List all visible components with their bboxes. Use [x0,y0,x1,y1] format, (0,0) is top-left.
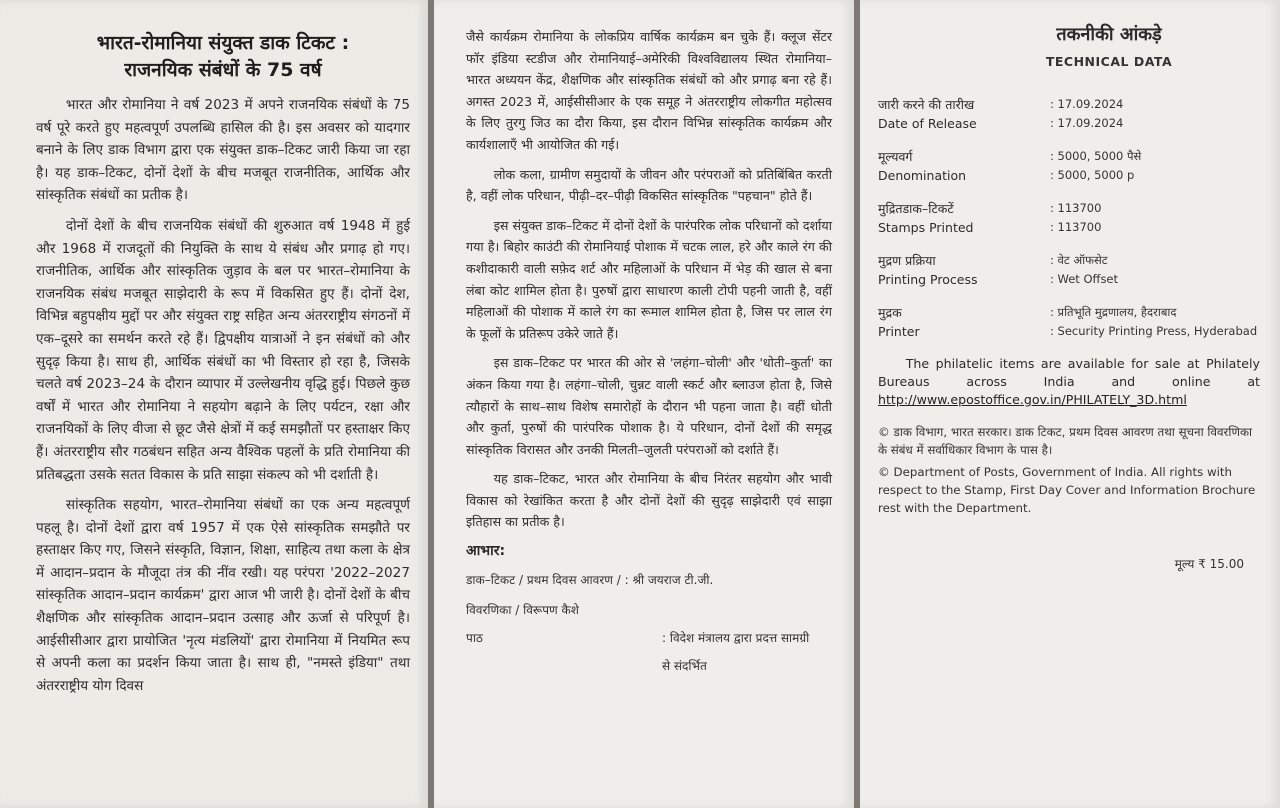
printing-process-label-en: Printing Process [878,272,978,287]
acknowledgement-heading: आभार: [466,543,506,560]
stamps-printed-row [878,199,1260,237]
right-panel [860,0,1280,808]
intro-paragraph: भारत और रोमानिया ने वर्ष 2023 में अपने राजनयिक संबंधों के 75 वर्ष पूरे करते हुए महत्वपूर्ण उपलब्धि हासिल की है। इस अवसर को यादगार बनाने के लिए डाक विभाग द्वारा एक संयुक्त डाक–टिकट जारी किया जा रहा है। यह डाक–टिकट, दोनों देशों के बीच मजबूत राजनीतिक, आर्थिक और सांस्कृतिक संबंधों का प्रतीक है। [36,97,410,204]
title-line-1: भारत-रोमानिया संयुक्त डाक टिकट : [96,32,350,54]
ack-stamp-credit: डाक–टिकट / प्रथम दिवस आवरण / : श्री जयराज टी.जी. [466,573,714,588]
closing-paragraph: यह डाक–टिकट, भारत और रोमानिया के बीच निरंतर सहयोग और भावी विकास को रेखांकित करता है और दोनों देशों की सुदृढ़ साझेदारी एवं साझा इतिहास का प्रतीक है। [466,471,832,530]
printing-process-label-hi: मुद्रण प्रक्रिया [878,253,936,268]
release-date-label-hi: जारी करने की तारीख [878,97,975,112]
printer-row [878,303,1260,341]
release-date-label-en: Date of Release [878,116,977,131]
ack-brochure-label: विवरणिका / विरूपण कैशे [466,603,579,618]
continued-paragraph: जैसे कार्यक्रम रोमानिया के लोकप्रिय वार्षिक कार्यक्रम बन चुके हैं। क्लूज सेंटर फॉर इंडिया स्टडीज और रोमानियाई–अमेरिकी विश्वविद्यालय स्थित रोमानिया–भारत अध्ययन केंद्र, शैक्षणिक और सांस्कृतिक संबंधों को और प्रगाढ़ बना रहे हैं। अगस्त 2023 में, आईसीसीआर के एक समूह ने अंतरराष्ट्रीय लोकगीत महोत्सव के लिए तुरगु जिउ का दौरा किया, इस दौरान विभिन्न सांस्कृतिक कार्यक्रम और कार्यशालाएँ भी आयोजित की गई। [466,29,832,152]
left-panel [0,0,428,808]
denomination-value-hi: : 5000, 5000 पैसे [1050,149,1142,163]
denomination-label-hi: मूल्यवर्ग [878,149,913,164]
printer-label-en: Printer [878,324,920,339]
stamps-printed-value-en: : 113700 [1050,220,1102,234]
printing-process-value-en: : Wet Offset [1050,272,1119,286]
copyright-english: © Department of Posts, Government of India. All rights with respect to the Stamp, First Day Cover and Information Brochure rest with the Department. [878,465,1256,515]
ack-text-value [662,628,809,676]
technical-data-title-hindi: तकनीकी आंकड़े [1056,24,1162,45]
ack-text-value-line2: से संदर्भित [662,659,707,674]
release-date-row [878,95,1260,133]
printing-process-value-hi: : वेट ऑफसेट [1050,253,1108,267]
cultural-cooperation-paragraph: सांस्कृतिक सहयोग, भारत–रोमानिया संबंधों का एक अन्य महत्वपूर्ण पहलू है। दोनों देशों द्वारा वर्ष 1957 में एक ऐसे सांस्कृतिक समझौते पर हस्ताक्षर किए गए, जिसने संस्कृति, विज्ञान, शिक्षा, साहित्य तथा कला के क्षेत्र में आदान–प्रदान के मौजूदा तंत्र की नींव रखी। यह परंपरा '2022–2027 सांस्कृतिक आदान–प्रदान कार्यक्रम' द्वारा आज भी जारी है। दोनों देशों के बीच शैक्षणिक और सांस्कृतिक आदान–प्रदान उत्साह और ऊर्जा से परिपूर्ण है। आईसीसीआर द्वारा प्रायोजित 'नृत्य मंडलियों' द्वारा रोमानिया में नियमित रूप से अपनी कला का प्रदर्शन किया जाता है। साथ ही, "नमस्ते इंडिया" तथा अंतरराष्ट्रीय योग दिवस [36,497,410,694]
title-line-2: राजनयिक संबंधों के 75 वर्ष [124,59,322,81]
stamps-printed-value-hi: : 113700 [1050,201,1102,215]
romanian-costume-paragraph: इस संयुक्त डाक–टिकट में दोनों देशों के पारंपरिक लोक परिधानों को दर्शाया गया है। बिहोर काउंटी की रोमानियाई पोशाक में चटक लाल, हरे और काले रंग की कशीदाकारी वाली सफ़ेद शर्ट और महिलाओं के परिधान में भेड़ की खाल से बना लंबा कोट शामिल होता है। पुरुषों द्वारा साधारण काली टोपी पहनी जाती है, वहीं महिलाओं की पोशाक में काले रंग का रूमाल शामिल होता है, जिस पर लाल रंग के फूलों के प्रतिरूप उकेरे जाते हैं। [466,217,832,341]
technical-data-title-english: TECHNICAL DATA [1045,54,1173,69]
stamps-printed-label-hi: मुद्रितडाक–टिकटें [878,201,954,216]
brochure-title [36,30,410,84]
middle-panel [434,0,854,808]
ack-text-label: पाठ [466,631,483,646]
stamps-printed-label-en: Stamps Printed [878,220,974,235]
ack-text-row [466,628,832,676]
epostoffice-link[interactable]: http://www.epostoffice.gov.in/PHILATELY_3D.html [878,392,1187,407]
folk-art-paragraph: लोक कला, ग्रामीण समुदायों के जीवन और परंपराओं को प्रतिबिंबित करती है, वहीं लोक परिधान, पीढ़ी–दर–पीढ़ी विकसित सांस्कृतिक "पहचान" होते हैं। [466,166,832,204]
diplomatic-relations-paragraph: दोनों देशों के बीच राजनयिक संबंधों की शुरुआत वर्ष 1948 में हुई और 1968 में राजदूतों की नियुक्ति के साथ ये संबंध और प्रगाढ़ हो गए। राजनीतिक, आर्थिक और सांस्कृतिक जुड़ाव के बल पर भारत–रोमानिया के राजनयिक संबंध मजबूत साझेदारी के रूप में विकसित हुए हैं। दोनों देश, विभिन्न बहुपक्षीय मुद्दों पर और संयुक्त राष्ट्र सहित अन्य अंतरराष्ट्रीय संगठनों में एक–दूसरे का समर्थन करते रहे हैं। द्विपक्षीय यात्राओं ने इन संबंधों को और सुदृढ़ किया है। साथ ही, आर्थिक संबंधों का भी विस्तार हो रहा है, जिसके चलते वर्ष 2023–24 के दौरान व्यापार में उल्लेखनीय वृद्धि हुई। पिछले कुछ वर्षों में भारत और रोमानिया ने सहयोग बढ़ाने के लिए पर्यटन, रक्षा और राजनयिकों के लिए वीजा से छूट जैसे क्षेत्रों में कई समझौतों पर हस्ताक्षर किए हैं। अंतरराष्ट्रीय सौर गठबंधन सहित अन्य वैश्विक पहलों के प्रति रोमानिया की प्रतिबद्धता उसके सतत विकास के प्रति साझा संकल्प को भी दर्शाती है। [36,217,410,483]
printing-process-row [878,251,1260,289]
price-label: मूल्य ₹ 15.00 [1174,557,1244,571]
denomination-row [878,147,1260,185]
printer-value-hi: : प्रतिभूति मुद्रणालय, हैदराबाद [1050,305,1177,319]
denomination-label-en: Denomination [878,168,967,183]
release-date-value-en: : 17.09.2024 [1050,116,1124,130]
printer-value-en: : Security Printing Press, Hyderabad [1050,324,1258,338]
release-date-value-hi: : 17.09.2024 [1050,97,1124,111]
availability-note [878,355,1260,409]
copyright-hindi: © डाक विभाग, भारत सरकार। डाक टिकट, प्रथम दिवस आवरण तथा सूचना विवरणिका के संबंध में सर्वाधिकार विभाग के पास है। [878,425,1253,457]
availability-text: The philatelic items are available for sale at Philately Bureaus across India and online at [878,356,1260,389]
indian-costume-paragraph: इस डाक–टिकट पर भारत की ओर से 'लहंगा–चोली' और 'धोती–कुर्ता' का अंकन किया गया है। लहंगा–चोली, चुन्नट वाली स्कर्ट और ब्लाउज होता है, जिसे त्यौहारों के साथ–साथ विशेष समारोहों के दौरान भी पहना जाता है। वहीं धोती और कुर्ता, पुरुषों की पारंपरिक पोशाक है। ये परिधान, दोनों देशों की समृद्ध सांस्कृतिक विरासत और उनकी मिलती–जुलती परंपराओं को दर्शाते हैं। [466,355,832,457]
denomination-value-en: : 5000, 5000 p [1050,168,1135,182]
printer-label-hi: मुद्रक [878,305,902,320]
ack-text-value-line1: : विदेश मंत्रालय द्वारा प्रदत्त सामग्री [662,631,810,646]
